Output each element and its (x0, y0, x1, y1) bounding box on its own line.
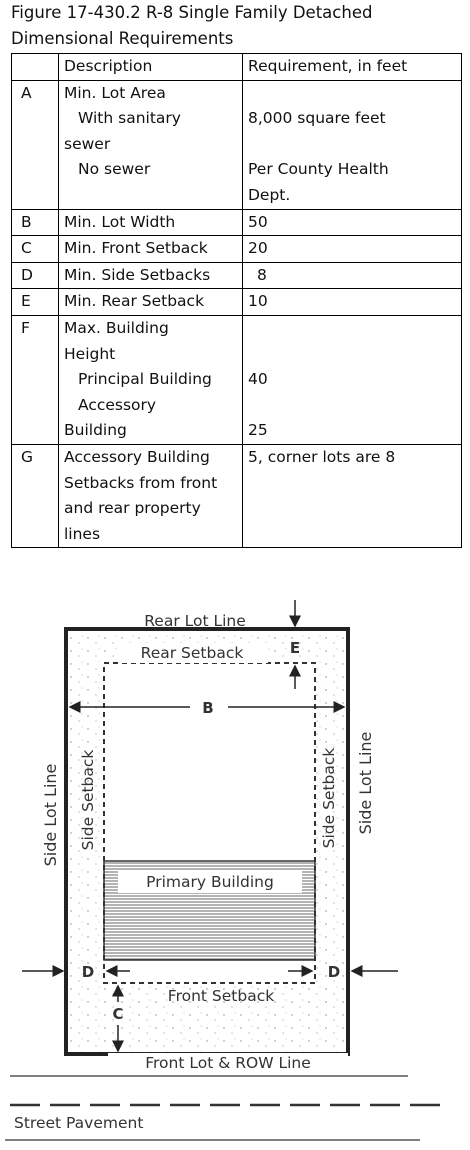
rear-setback-label: Rear Setback (140, 644, 244, 662)
table-header-letter (12, 54, 59, 81)
row-description: Min. Side Setbacks (59, 262, 243, 289)
row-description: Min. Lot Width (59, 209, 243, 236)
requirement-value: 8 (257, 265, 267, 284)
row-letter: A (12, 80, 59, 209)
description-line: Max. Building (64, 318, 169, 337)
description-line: Height (64, 344, 116, 363)
figure-title-line-2: Dimensional Requirements (11, 29, 234, 48)
requirement-line: 8,000 square feet (248, 109, 386, 128)
row-requirement: 10 (243, 289, 462, 316)
row-letter: C (12, 236, 59, 263)
table-row (12, 289, 462, 316)
dimensional-requirements-table (11, 53, 462, 548)
row-description (59, 80, 243, 209)
label-b: B (202, 699, 214, 717)
row-letter: F (12, 315, 59, 444)
figure-title (11, 0, 466, 52)
table-row (12, 444, 462, 547)
label-d-right: D (327, 963, 341, 981)
primary-building-label: Primary Building (146, 873, 274, 891)
requirement-line: 40 (248, 370, 268, 389)
row-letter: D (12, 262, 59, 289)
description-line: Min. Lot Area (64, 83, 166, 102)
requirement-line: 25 (248, 421, 268, 440)
side-lot-line-right-label: Side Lot Line (356, 731, 375, 835)
requirement-line: 5, corner lots are 8 (248, 447, 396, 466)
row-requirement (243, 262, 462, 289)
side-lot-line-left-label: Side Lot Line (41, 763, 60, 867)
description-line: sewer (64, 134, 111, 153)
row-letter: G (12, 444, 59, 547)
description-line: and rear property (64, 499, 201, 518)
row-description: Min. Rear Setback (59, 289, 243, 316)
table-header-row (12, 54, 462, 81)
table-row (12, 315, 462, 444)
description-line: Building (64, 421, 127, 440)
row-requirement (243, 444, 462, 547)
front-setback-label: Front Setback (167, 987, 275, 1005)
table-row (12, 262, 462, 289)
row-requirement (243, 80, 462, 209)
lot-diagram (0, 595, 470, 1150)
description-line: Setbacks from front (64, 473, 218, 492)
front-lot-row-line-label: Front Lot & ROW Line (145, 1054, 311, 1072)
street-pavement-label: Street Pavement (14, 1114, 144, 1132)
description-line: Accessory (78, 395, 157, 414)
table-header-requirement: Requirement, in feet (243, 54, 462, 81)
table-row (12, 209, 462, 236)
row-description: Min. Front Setback (59, 236, 243, 263)
description-line: lines (64, 524, 101, 543)
label-d-left: D (81, 963, 95, 981)
description-line: No sewer (78, 160, 151, 179)
row-description (59, 444, 243, 547)
row-letter: B (12, 209, 59, 236)
row-requirement (243, 315, 462, 444)
row-requirement: 20 (243, 236, 462, 263)
label-c: C (112, 1005, 124, 1023)
label-e: E (289, 639, 301, 657)
requirement-line: Dept. (248, 185, 291, 204)
description-line: Principal Building (78, 370, 212, 389)
table-row (12, 236, 462, 263)
description-line: With sanitary (78, 109, 181, 128)
description-line: Accessory Building (64, 447, 210, 466)
figure-title-line-1: Figure 17-430.2 R-8 Single Family Detached (11, 3, 373, 22)
row-requirement: 50 (243, 209, 462, 236)
requirement-line: Per County Health (248, 160, 389, 179)
rear-lot-line-label: Rear Lot Line (144, 612, 246, 630)
row-letter: E (12, 289, 59, 316)
side-setback-left-label: Side Setback (79, 749, 97, 851)
row-description (59, 315, 243, 444)
table-row (12, 80, 462, 209)
side-setback-right-label: Side Setback (320, 747, 338, 849)
table-header-description: Description (59, 54, 243, 81)
